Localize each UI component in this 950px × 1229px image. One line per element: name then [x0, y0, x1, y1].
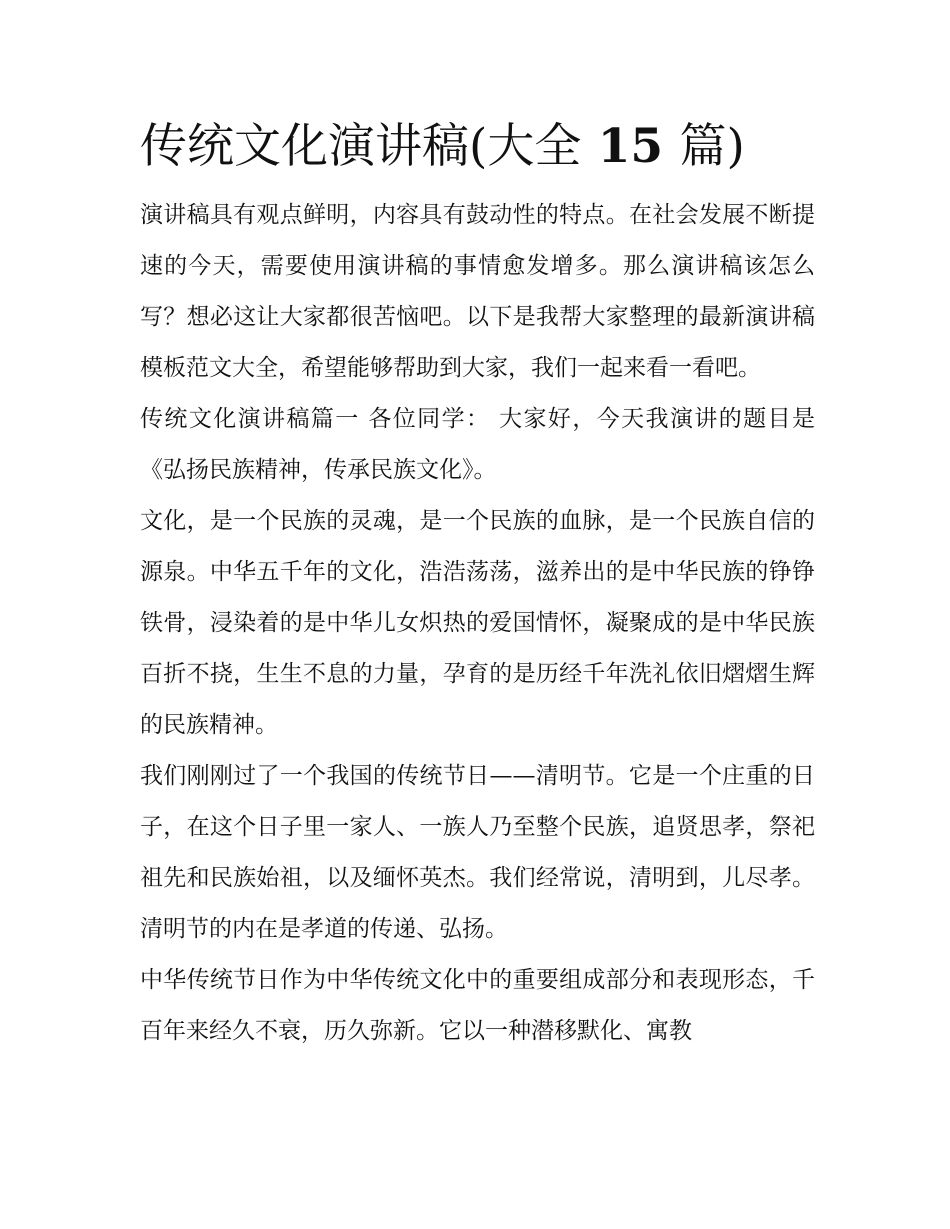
paragraph-greeting: 传统文化演讲稿篇一 各位同学： 大家好，今天我演讲的题目是《弘扬民族精神，传承民族文化》。 [140, 406, 815, 483]
paragraph-festivals: 中华传统节日作为中华传统文化中的重要组成部分和表现形态，千百年来经久不衰，历久弥新。它以一种潜移默化、寓教 [140, 967, 815, 1044]
document-title [140, 118, 815, 176]
paragraph-intro: 演讲稿具有观点鲜明，内容具有鼓动性的特点。在社会发展不断提速的今天，需要使用演讲稿的事情愈发增多。那么演讲稿该怎么写？想必这让大家都很苦恼吧。以下是我帮大家整理的最新演讲稿模板范文大全，希望能够帮助到大家，我们一起来看一看吧。 [140, 202, 815, 381]
title-text-after: 篇) [679, 119, 745, 174]
paragraph-culture: 文化，是一个民族的灵魂，是一个民族的血脉，是一个民族自信的源泉。中华五千年的文化，浩浩荡荡，滋养出的是中华民族的铮铮铁骨，浸染着的是中华儿女炽热的爱国情怀，凝聚成的是中华民族百折不挠，生生不息的力量，孕育的是历经千年洗礼依旧熠熠生辉的民族精神。 [140, 508, 815, 738]
paragraph-qingming: 我们刚刚过了一个我国的传统节日——清明节。它是一个庄重的日子，在这个日子里一家人、一族人乃至整个民族，追贤思孝，祭祀祖先和民族始祖，以及缅怀英杰。我们经常说，清明到，儿尽孝。清明节的内在是孝道的传递、弘扬。 [140, 763, 815, 942]
document-page [140, 118, 815, 1057]
title-number: 15 [581, 119, 680, 174]
title-text-before: 传统文化演讲稿(大全 [140, 119, 582, 174]
